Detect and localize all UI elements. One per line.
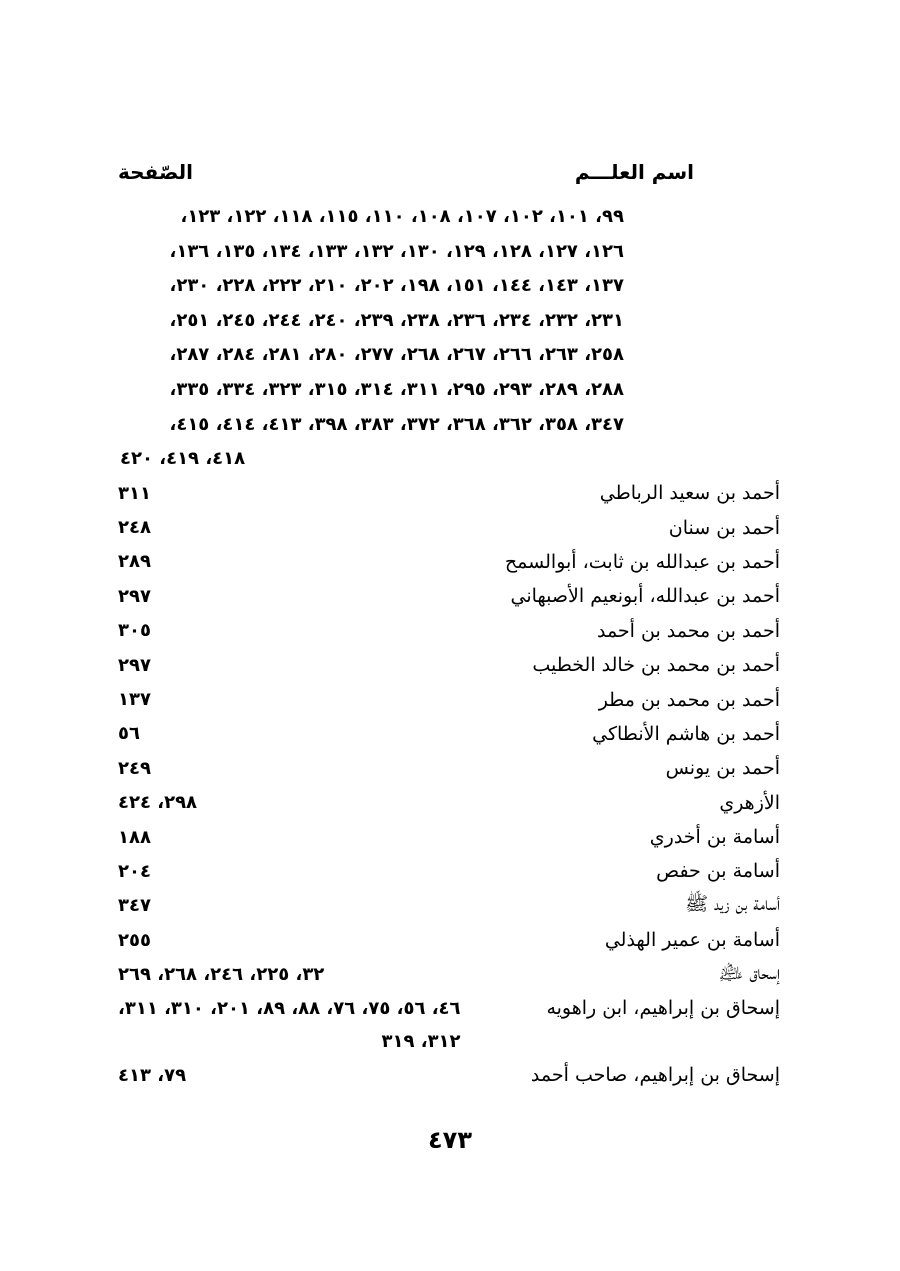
entry-pages: ٥٦ xyxy=(118,723,140,745)
entry-pages: ٣٠٥ xyxy=(118,620,151,642)
page-number: ٤٧٣ xyxy=(428,1126,472,1154)
index-entry xyxy=(118,957,780,991)
entry-pages: ٢٩٧ xyxy=(118,654,151,676)
continued-pages-line: ٩٩، ١٠١، ١٠٢، ١٠٧، ١٠٨، ١١٠، ١١٥، ١١٨، ١٢٢، ١٢٣، xyxy=(180,206,624,227)
continued-pages-line: ١٣٧، ١٤٣، ١٤٤، ١٥١، ١٩٨، ٢٠٢، ٢١٠، ٢٢٢، ٢٢٨، ٢٣٠، xyxy=(169,275,624,297)
entry-name: أحمد بن هاشم الأنطاكي xyxy=(592,722,780,745)
entry-pages-line: ٣١٢، ٣١٩ xyxy=(381,1030,461,1052)
index-entry xyxy=(118,510,780,544)
entry-name: أسامة بن زيد ﷺ xyxy=(685,892,780,915)
page-column-heading: الصّفحة xyxy=(118,160,194,184)
entry-name: إسحاق بن إبراهيم، صاحب أحمد xyxy=(530,1064,780,1087)
entry-name: أحمد بن محمد بن مطر xyxy=(598,688,780,711)
continued-pages-line: ٤١٨، ٤١٩، ٤٢٠ xyxy=(120,448,246,470)
entry-name: أحمد بن سنان xyxy=(668,516,780,539)
continued-pages-line: ٢٨٨، ٢٨٩، ٢٩٣، ٢٩٥، ٣١١، ٣١٤، ٣١٥، ٣٢٣، ٣٣٤، ٣٣٥، xyxy=(169,378,624,400)
entry-name: أحمد بن عبدالله، أبونعيم الأصبهاني xyxy=(510,585,780,608)
entry-pages: ٣٢، ٢٢٥، ٢٤٦، ٢٦٨، ٢٦٩ xyxy=(118,964,325,986)
continued-pages-line: ١٢٦، ١٢٧، ١٢٨، ١٢٩، ١٣٠، ١٣٢، ١٣٣، ١٣٤، ١٣٥، ١٣٦، xyxy=(169,240,624,262)
entry-pages: ٢٨٩ xyxy=(118,551,151,573)
index-entry xyxy=(118,717,780,751)
entry-name: أحمد بن عبدالله بن ثابت، أبوالسمح xyxy=(504,550,780,573)
entry-name: أحمد بن سعيد الرباطي xyxy=(599,482,780,505)
name-column-heading: اسم العلـــم xyxy=(574,160,694,184)
entry-name: إسحاق ﵇ xyxy=(718,961,780,984)
entry-pages: ٣١١ xyxy=(118,482,151,504)
entry-pages: ٢٥٥ xyxy=(118,929,151,951)
entry-pages: ٢٤٩ xyxy=(118,757,151,779)
index-entry xyxy=(118,648,780,682)
index-entry xyxy=(118,854,780,888)
index-entry xyxy=(118,751,780,785)
entry-pages-line: ٤٦، ٥٦، ٧٥، ٧٦، ٨٨، ٨٩، ٢٠١، ٣١٠، ٣١١، xyxy=(118,997,461,1019)
index-entry xyxy=(118,992,780,1058)
index-entry xyxy=(118,545,780,579)
entry-pages: ٢٠٤ xyxy=(118,860,151,882)
entry-name: أسامة بن حفص xyxy=(656,860,780,883)
continued-pages-line: ٣٤٧، ٣٥٨، ٣٦٢، ٣٦٨، ٣٧٢، ٣٨٣، ٣٩٨، ٤١٣، ٤١٤، ٤١٥، xyxy=(169,413,624,435)
entry-pages: ٧٩، ٤١٣ xyxy=(118,1064,187,1086)
entry-name: الأزهري xyxy=(719,791,780,814)
entry-name: أحمد بن محمد بن خالد الخطيب xyxy=(532,654,780,677)
index-entry xyxy=(118,923,780,957)
entry-name: أسامة بن عمير الهذلي xyxy=(604,929,780,952)
entry-pages: ٢٩٧ xyxy=(118,585,151,607)
column-headings xyxy=(118,155,694,189)
index-entry xyxy=(118,889,780,923)
index-entry xyxy=(118,682,780,716)
entry-pages: ١٣٧ xyxy=(118,689,151,711)
index-entry xyxy=(118,1058,780,1092)
index-entry xyxy=(118,579,780,613)
entry-name: أحمد بن يونس xyxy=(665,757,780,780)
index-entry xyxy=(118,614,780,648)
entry-pages: ٢٤٨ xyxy=(118,517,151,539)
continued-page-list xyxy=(118,200,624,477)
entry-pages: ١٨٨ xyxy=(118,826,151,848)
entry-pages xyxy=(118,992,461,1058)
index-entry xyxy=(118,820,780,854)
entry-name: إسحاق بن إبراهيم، ابن راهويه xyxy=(546,996,780,1019)
continued-pages-line: ٢٣١، ٢٣٢، ٢٣٤، ٢٣٦، ٢٣٨، ٢٣٩، ٢٤٠، ٢٤٤، ٢٤٥، ٢٥١، xyxy=(169,309,624,331)
entry-name: أحمد بن محمد بن أحمد xyxy=(596,619,780,642)
index-entries xyxy=(118,476,780,1092)
entry-pages: ٢٩٨، ٤٢٤ xyxy=(118,792,198,814)
index-entry xyxy=(118,786,780,820)
entry-name: أسامة بن أخدري xyxy=(649,826,780,849)
entry-pages: ٣٤٧ xyxy=(118,895,151,917)
continued-pages-line: ٢٥٨، ٢٦٣، ٢٦٦، ٢٦٧، ٢٦٨، ٢٧٧، ٢٨٠، ٢٨١، ٢٨٤، ٢٨٧، xyxy=(169,344,624,366)
index-entry xyxy=(118,476,780,510)
